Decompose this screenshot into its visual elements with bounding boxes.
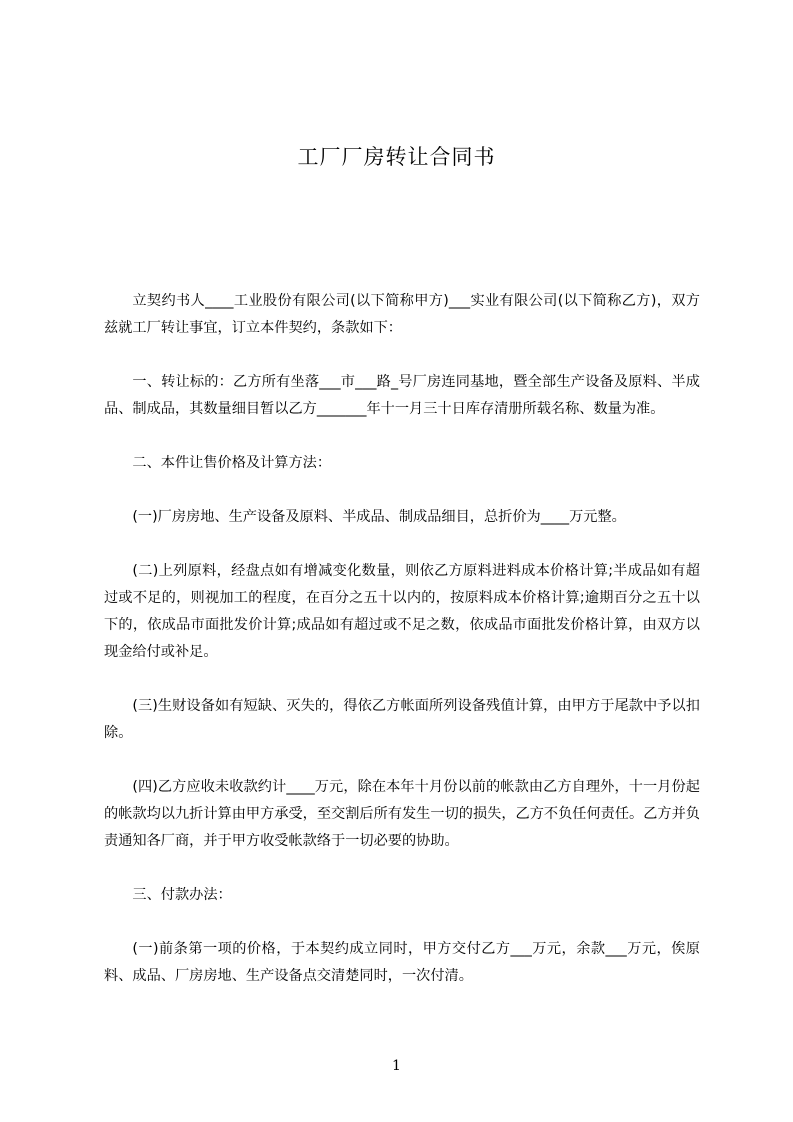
paragraph-clause-2-item-1: (一)厂房房地、生产设备及原料、半成品、制成品细目，总折价为____万元整。 bbox=[132, 509, 626, 525]
paragraph-clause-2-item-4: (四)乙方应收未收款约计____万元，除在本年十月份以前的帐款由乙方自理外，十一月份起的帐款均以九折计算由甲方承受，至交割后所有发生一切的损失，乙方不负任何责任。乙方并负责通知各厂商，并于甲方收受帐款络于一切必要的协助。 bbox=[104, 779, 700, 849]
paragraph-clause-2-heading: 二、本件让售价格及计算方法： bbox=[132, 455, 332, 471]
document-body bbox=[104, 288, 700, 1017]
paragraph-clause-2-item-2: (二)上列原料，经盘点如有增减变化数量，则依乙方原料进料成本价格计算;半成品如有超过或不足的，则视加工的程度，在百分之五十以内的，按原料成本价格计算;逾期百分之五十以下的，依成品市面批发价计算;成品如有超过或不足之数，依成品市面批发价格计算，由双方以现金给付或补足。 bbox=[104, 563, 700, 660]
paragraph-clause-3-item-1: (一)前条第一项的价格，于本契约成立同时，甲方交付乙方___万元，余款___万元，俟原料、成品、厂房房地、生产设备点交清楚同时，一次付清。 bbox=[104, 941, 700, 984]
paragraph-clause-1: 一、转让标的：乙方所有坐落___市___路_号厂房连同基地，暨全部生产设备及原料、半成品、制成品，其数量细目暂以乙方_______年十一月三十日库存清册所载名称、数量为准。 bbox=[104, 374, 700, 417]
paragraph-clause-3-heading: 三、付款办法： bbox=[132, 887, 232, 903]
paragraph-preamble: 立契约书人____工业股份有限公司(以下简称甲方)___实业有限公司(以下简称乙方)，双方兹就工厂转让事宜，订立本件契约，条款如下： bbox=[104, 293, 700, 336]
paragraph-clause-2-item-3: (三)生财设备如有短缺、灭失的，得依乙方帐面所列设备残值计算，由甲方于尾款中予以扣除。 bbox=[104, 698, 700, 741]
document-title: 工厂厂房转让合同书 bbox=[297, 145, 496, 169]
page-number: 1 bbox=[392, 1058, 401, 1074]
